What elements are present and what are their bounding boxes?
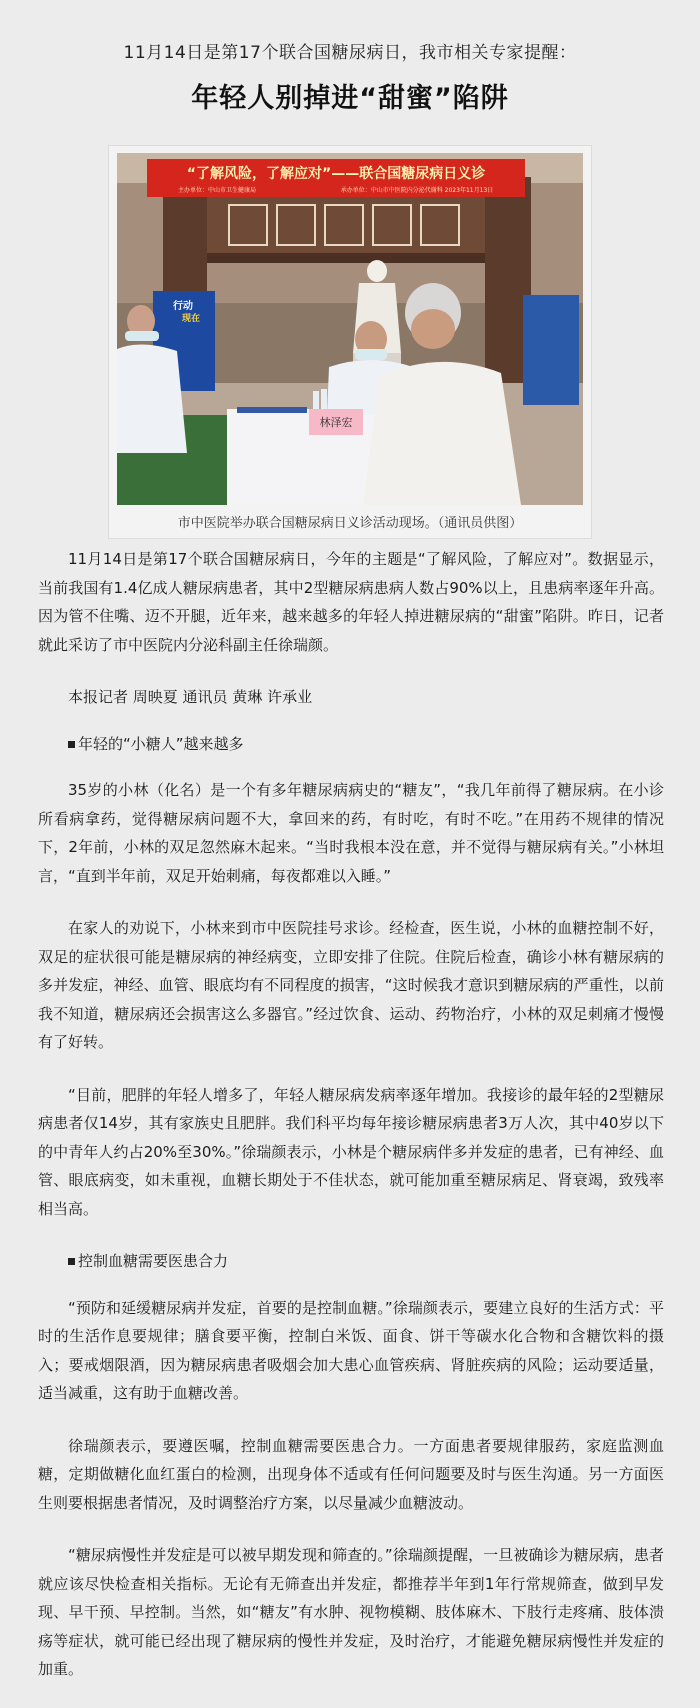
- subheading-text: 年轻的“小糖人”越来越多: [78, 734, 244, 753]
- square-bullet-icon: [68, 1258, 75, 1265]
- banner-host: 承办单位：中山市中医院内分泌代谢科 2023年11月13日: [340, 187, 494, 194]
- subheading-young-patients: [38, 730, 664, 759]
- subheading-text: 控制血糖需要医患合力: [78, 1252, 229, 1270]
- byline: 本报记者 周映夏 通讯员 黄琳 许承业: [68, 688, 313, 706]
- paragraph: 35岁的小林（化名）是一个有多年糖尿病病史的“糖友”，“我几年前得了糖尿病。在小诊所看病拿药，觉得糖尿病问题不大，拿回来的药，有时吃，有时不吃。”在用药不规律的情况下，2年前，小林的双足忽然麻木起来。“当时我根本没在意，并不觉得与糖尿病有关。”小林坦言，“直到半年前，双足开始刺痛，每夜都难以入睡。”: [38, 781, 664, 885]
- kicker-line: 11月14日是第17个联合国糖尿病日，我市相关专家提醒：: [123, 43, 577, 63]
- board-text-now: 现在: [181, 314, 201, 324]
- paragraph: “目前，肥胖的年轻人增多了，年轻人糖尿病发病率逐年增加。我接诊的最年轻的2型糖尿病患者仅14岁，其有家族史且肥胖。我们科平均每年接诊糖尿病患者3万人次，其中40岁以下的中青年人约占20%至30%。”徐瑞颜表示，小林是个糖尿病伴多并发症的患者，已有神经、血管、眼底病变，如未重视，血糖长期处于不佳状态，就可能加重至糖尿病足、肾衰竭，致残率相当高。: [38, 1085, 664, 1218]
- board-text-action: 行动: [173, 301, 193, 312]
- nameplate-text: 林泽宏: [319, 416, 353, 429]
- banner-title: “了解风险，了解应对”——联合国糖尿病日义诊: [186, 166, 486, 182]
- article-body: [38, 545, 664, 1708]
- news-photo: [117, 153, 583, 505]
- paragraph: 徐瑞颜表示，要遵医嘱，控制血糖需要医患合力。一方面患者要规律服药，家庭监测血糖，定期做糖化血红蛋白的检测，出现身体不适或有任何问题要及时与医生沟通。另一方面医生则要根据患者情况，及时调整治疗方案，以尽量减少血糖波动。: [38, 1436, 664, 1512]
- subheading-blood-sugar-control: [38, 1247, 664, 1276]
- paragraph: “糖尿病慢性并发症是可以被早期发现和筛查的。”徐瑞颜提醒，一旦被确诊为糖尿病，患者就应该尽快检查相关指标。无论有无筛查出并发症，都推荐半年到1年行常规筛查，做到早发现、早干预、早控制。当然，如“糖友”有水肿、视物模糊、肢体麻木、下肢行走疼痛、肢体溃疡等症状，就可能已经出现了糖尿病的慢性并发症，及时治疗，才能避免糖尿病慢性并发症的加重。: [38, 1546, 664, 1678]
- photo-caption: 市中医院举办联合国糖尿病日义诊活动现场。（通讯员供图）: [177, 516, 523, 531]
- square-bullet-icon: [68, 741, 75, 748]
- paragraph: “预防和延缓糖尿病并发症，首要的是控制血糖。”徐瑞颜表示，要建立良好的生活方式：平时的生活作息要规律；膳食要平衡，控制白米饭、面食、饼干等碳水化合物和含糖饮料的摄入；要戒烟限酒，因为糖尿病患者吸烟会加大患心血管疾病、肾脏疾病的风险；运动要适量，适当减重，这有助于血糖改善。: [38, 1298, 664, 1402]
- headline: 年轻人别掉进“甜蜜”陷阱: [191, 83, 509, 114]
- banner-organizer: 主办单位：中山市卫生健康局: [177, 187, 257, 194]
- news-photo-figure: [109, 146, 591, 538]
- paragraph: 在家人的劝说下，小林来到市中医院挂号求诊。经检查，医生说，小林的血糖控制不好，双足的症状很可能是糖尿病的神经病变，立即安排了住院。住院后检查，确诊小林有糖尿病的多并发症，神经、血管、眼底均有不同程度的损害，“这时候我才意识到糖尿病的严重性，以前我不知道，糖尿病还会损害这么多器官。”经过饮食、运动、药物治疗，小林的双足刺痛才慢慢有了好转。: [38, 919, 664, 1051]
- intro-paragraph: 11月14日是第17个联合国糖尿病日，今年的主题是“了解风险，了解应对”。数据显示，当前我国有1.4亿成人糖尿病患者，其中2型糖尿病患病人数占90%以上，且患病率逐年升高。因为管不住嘴、迈不开腿，近年来，越来越多的年轻人掉进糖尿病的“甜蜜”陷阱。昨日，记者就此采访了市中医院内分泌科副主任徐瑞颜。: [38, 550, 664, 654]
